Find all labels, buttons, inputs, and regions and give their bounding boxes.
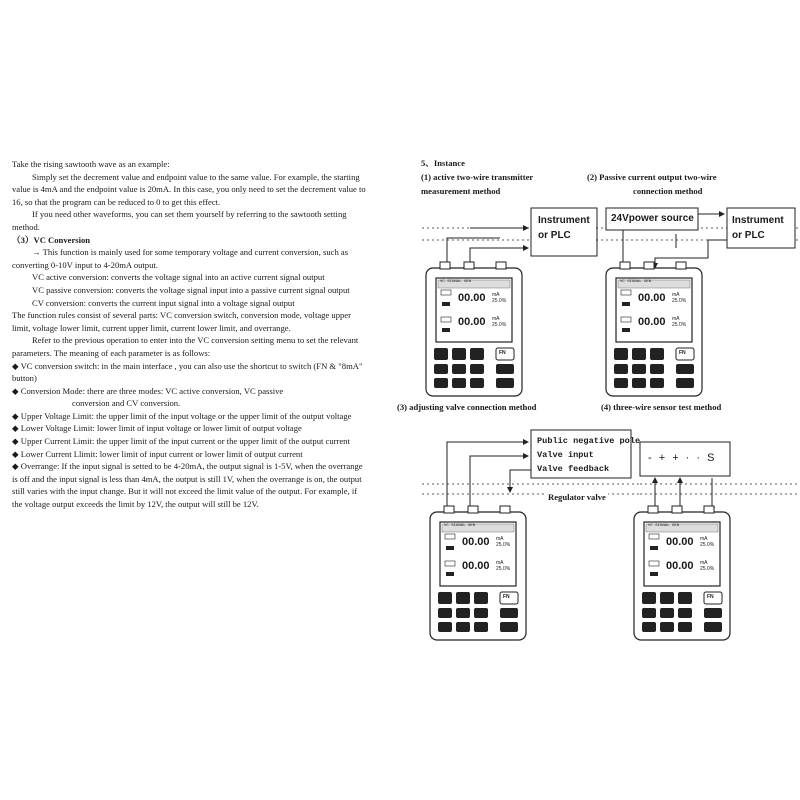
paragraph-decrement: Simply set the decrement value and endpoint value to the same value. For example, the starting value is 4mA and the endpoint value is 20mA. In this case, you only need to set the decrement value to 16, so that the program can be reduced to 0 to get this effect.: [12, 171, 366, 207]
paragraph-setting-menu: Refer to the previous operation to enter into the VC conversion setting menu to set the relevant parameters. The meaning of each parameter is as follows:: [12, 335, 359, 358]
valve-input-label: Valve input: [537, 450, 594, 460]
device2-reading-1: 00.00: [638, 292, 666, 304]
instrument-box-label-2: or PLC: [538, 230, 571, 241]
case1-subtitle: measurement method: [421, 186, 501, 196]
instrument-box-label-1: Instrument: [538, 215, 590, 226]
paragraph-cv-conversion: CV conversion: converts the current input signal into a voltage signal output: [32, 297, 295, 308]
device4-unit-2: mA: [700, 560, 708, 566]
device1-screen-title: VC SIGNAL GEN: [440, 280, 472, 284]
valve-feedback-label: Valve feedback: [537, 464, 610, 474]
device3-sub-1: 25.0%: [496, 542, 511, 548]
case1-title: (1) active two-wire transmitter: [421, 172, 534, 182]
bullet-conversion-mode: ◆ Conversion Mode: there are three modes: VC active conversion, VC passive: [12, 385, 284, 396]
device3-fn-button[interactable]: FN: [503, 594, 510, 600]
paragraph-function-rules: The function rules consist of several parts: VC conversion switch, conversion mode, voltage upper limit, voltage lower limit, current upper limit, current lower limit, and overrange.: [12, 310, 351, 333]
bullet-conversion-mode-cont: conversion and CV conversion.: [72, 398, 181, 409]
device2-unit-2: mA: [672, 316, 680, 322]
device3-reading-1: 00.00: [462, 536, 490, 548]
bullet-upper-current: ◆ Upper Current Limit: the upper limit of the input current or the upper limit of the output current: [12, 436, 350, 447]
device2-screen-title: VC SIGNAL GEN: [620, 280, 652, 284]
bullet-lower-current: ◆ Lower Current Llimit: lower limit of input current or lower limit of output current: [12, 448, 303, 459]
device2-reading-2: 00.00: [638, 316, 666, 328]
device4-reading-2: 00.00: [666, 560, 694, 572]
case2-title: (2) Passive current output two-wire: [587, 172, 717, 182]
device3-unit-1: mA: [496, 536, 504, 542]
device1-sub-1: 25.0%: [492, 298, 507, 304]
bullet-overrange: ◆ Overrange: If the input signal is setted to be 4-20mA, the output signal is 1-5V, when the overrange is off and the input signal is less than 4mA, the output is still 1V, when the overrange is on, the output still varies with the input change. But it will not exceed the limit value of the output. For example, if the voltage output exceeds the limit by 12V, the output will still be 12V.: [12, 461, 363, 510]
device4-unit-1: mA: [700, 536, 708, 542]
device4-sub-1: 25.0%: [700, 542, 715, 548]
device3-screen-title: VC SIGNAL GEN: [444, 524, 476, 528]
paragraph-vc-passive: VC passive conversion: converts the voltage signal input into a passive current signal output: [32, 284, 350, 295]
instrument-box2-label-2: or PLC: [732, 230, 765, 241]
device3-unit-2: mA: [496, 560, 504, 566]
public-negative-pole-label: Public negative pole: [537, 436, 641, 446]
device1-unit-2: mA: [492, 316, 500, 322]
device2-sub-2: 25.0%: [672, 322, 687, 328]
instance-title: 5、Instance: [421, 158, 465, 168]
device4-fn-button[interactable]: FN: [707, 594, 714, 600]
device2-unit-1: mA: [672, 292, 680, 298]
device2-sub-1: 25.0%: [672, 298, 687, 304]
device1-sub-2: 25.0%: [492, 322, 507, 328]
instrument-box2-label-1: Instrument: [732, 215, 784, 226]
bullet-lower-voltage: ◆ Lower Voltage Limit: lower limit of input voltage or lower limit of output voltage: [12, 423, 302, 434]
paragraph-vc-purpose: → This function is mainly used for some temporary voltage and current conversion, such as converting 0-10V input to 4-20mA output.: [12, 247, 349, 270]
bullet-upper-voltage: ◆ Upper Voltage Limit: the upper limit of the input voltage or the upper limit of the output voltage: [12, 410, 352, 421]
paragraph-intro: Take the rising sawtooth wave as an example:: [12, 159, 170, 169]
device4-reading-1: 00.00: [666, 536, 694, 548]
device3-sub-2: 25.0%: [496, 566, 511, 572]
bullet-vc-switch: ◆ VC conversion switch: in the main interface , you can also use the shortcut to switch (FN & "8mA" button): [12, 360, 363, 384]
device1-fn-button[interactable]: FN: [499, 350, 506, 356]
case3-title: (3) adjusting valve connection method: [397, 402, 537, 412]
device1-reading-1: 00.00: [458, 292, 486, 304]
device1-unit-1: mA: [492, 292, 500, 298]
paragraph-other-waveforms: If you need other waveforms, you can set them yourself by referring to the sawtooth setting method.: [12, 209, 347, 232]
regulator-valve-label: Regulator valve: [548, 492, 606, 502]
section-title-vc-conversion: （3）VC Conversion: [12, 234, 91, 245]
sensor-terminal-label: - + + · · S: [648, 452, 717, 464]
case4-title: (4) three-wire sensor test method: [601, 402, 722, 412]
case2-subtitle: connection method: [633, 186, 703, 196]
paragraph-vc-active: VC active conversion: converts the voltage signal into an active current signal output: [32, 272, 325, 283]
device2-fn-button[interactable]: FN: [679, 350, 686, 356]
power-source-label: 24Vpower source: [611, 213, 694, 224]
device3-reading-2: 00.00: [462, 560, 490, 572]
device1-reading-2: 00.00: [458, 316, 486, 328]
device4-sub-2: 25.0%: [700, 566, 715, 572]
device4-screen-title: VC SIGNAL GEN: [648, 524, 680, 528]
